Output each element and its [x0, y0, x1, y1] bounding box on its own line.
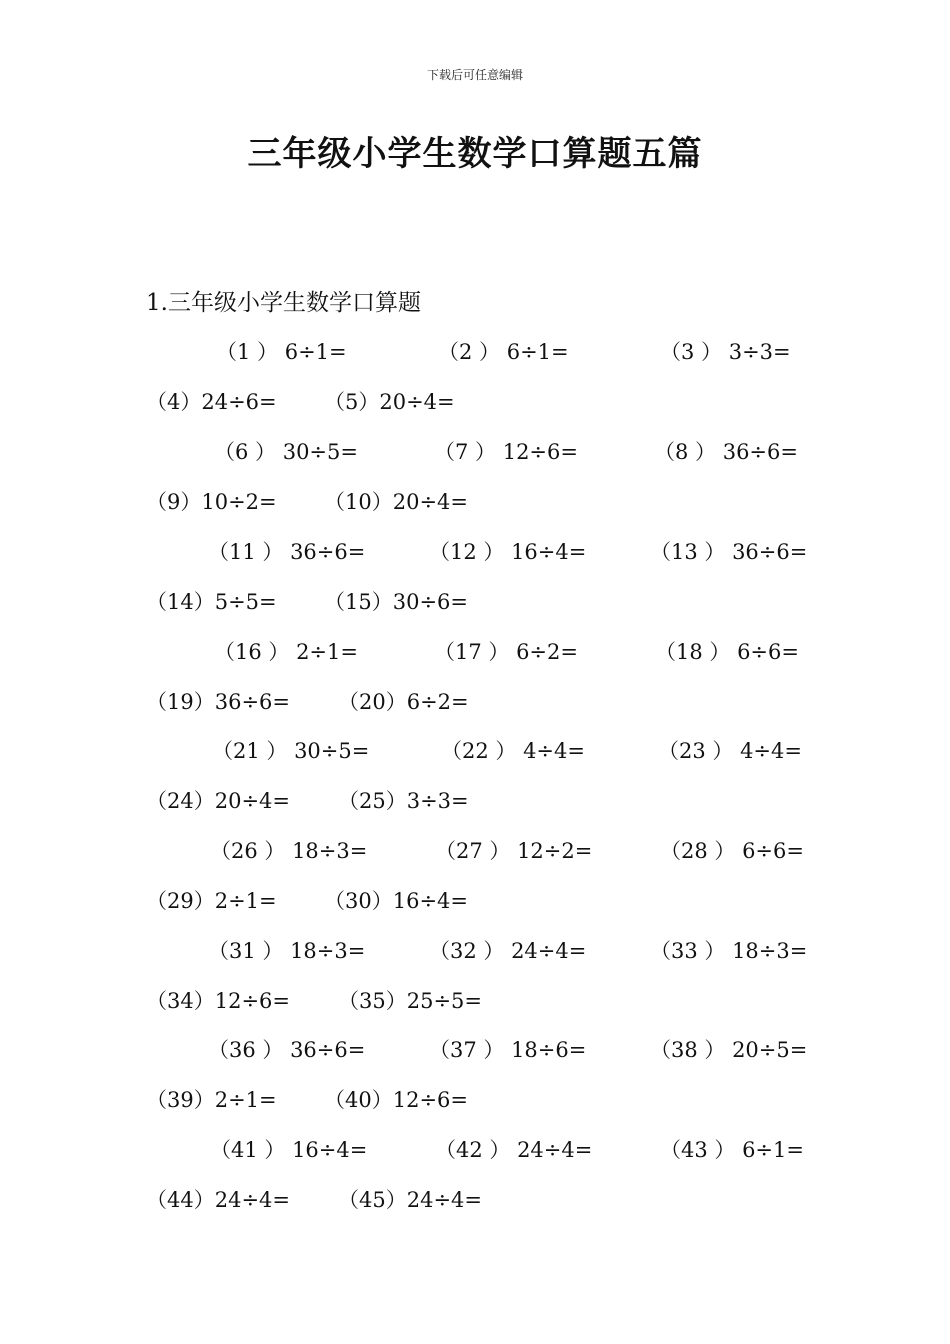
problem-row	[0, 386, 950, 416]
problem: （40）12÷6=	[324, 1088, 468, 1112]
problem-row	[0, 1184, 950, 1214]
problem: （23 ） 4÷4=	[658, 739, 802, 763]
problem: （27 ） 12÷2=	[435, 839, 593, 863]
problem: （8 ） 36÷6=	[654, 440, 798, 464]
problem: （28 ） 6÷6=	[660, 839, 804, 863]
problem: （34）12÷6=	[146, 989, 290, 1013]
problem: （17 ） 6÷2=	[434, 640, 578, 664]
problem: （10）20÷4=	[324, 490, 468, 514]
problem: （4）24÷6=	[146, 390, 277, 414]
problem: （33 ） 18÷3=	[650, 939, 808, 963]
problem: （9）10÷2=	[146, 490, 277, 514]
problem: （11 ） 36÷6=	[208, 540, 366, 564]
problem: （26 ） 18÷3=	[210, 839, 368, 863]
problem: （30）16÷4=	[324, 889, 468, 913]
problem-row	[0, 785, 950, 815]
problem: （43 ） 6÷1=	[660, 1138, 804, 1162]
problem: （42 ） 24÷4=	[435, 1138, 593, 1162]
problem: （21 ） 30÷5=	[212, 739, 370, 763]
problem-row	[0, 835, 950, 865]
problem: （35）25÷5=	[338, 989, 482, 1013]
problem: （15）30÷6=	[324, 590, 468, 614]
problem-row	[0, 1084, 950, 1114]
problem-row	[0, 436, 950, 466]
problem: （18 ） 6÷6=	[655, 640, 799, 664]
problem: （6 ） 30÷5=	[214, 440, 358, 464]
problem-row	[0, 885, 950, 915]
problem: （5）20÷4=	[324, 390, 455, 414]
problem-row	[0, 935, 950, 965]
problem-row	[0, 735, 950, 765]
problem-row	[0, 586, 950, 616]
problem: （44）24÷4=	[146, 1188, 290, 1212]
problem: （24）20÷4=	[146, 789, 290, 813]
problem: （7 ） 12÷6=	[434, 440, 578, 464]
problem: （39）2÷1=	[146, 1088, 277, 1112]
problem-row	[0, 1134, 950, 1164]
problem: （37 ） 18÷6=	[429, 1038, 587, 1062]
problem: （31 ） 18÷3=	[208, 939, 366, 963]
problem: （38 ） 20÷5=	[650, 1038, 808, 1062]
problem-row	[0, 636, 950, 666]
problem: （22 ） 4÷4=	[441, 739, 585, 763]
problem-row	[0, 686, 950, 716]
problem: （25）3÷3=	[338, 789, 469, 813]
problem-row	[0, 536, 950, 566]
problem: （29）2÷1=	[146, 889, 277, 913]
problem-row	[0, 336, 950, 366]
header-note: 下载后可任意编辑	[426, 68, 523, 82]
problem: （16 ） 2÷1=	[214, 640, 358, 664]
problem: （45）24÷4=	[338, 1188, 482, 1212]
page-title: 三年级小学生数学口算题五篇	[247, 134, 703, 174]
problem-row	[0, 486, 950, 516]
problem: （2 ） 6÷1=	[438, 340, 569, 364]
problem-row	[0, 985, 950, 1015]
problem: （19）36÷6=	[146, 690, 290, 714]
problem: （32 ） 24÷4=	[429, 939, 587, 963]
problem: （13 ） 36÷6=	[650, 540, 808, 564]
problem-row	[0, 1034, 950, 1064]
problem: （14）5÷5=	[146, 590, 277, 614]
problem: （20）6÷2=	[338, 690, 469, 714]
problem: （41 ） 16÷4=	[210, 1138, 368, 1162]
problem: （3 ） 3÷3=	[660, 340, 791, 364]
problem: （12 ） 16÷4=	[429, 540, 587, 564]
section-heading: 1.三年级小学生数学口算题	[146, 290, 421, 316]
problem: （1 ） 6÷1=	[216, 340, 347, 364]
problem: （36 ） 36÷6=	[208, 1038, 366, 1062]
